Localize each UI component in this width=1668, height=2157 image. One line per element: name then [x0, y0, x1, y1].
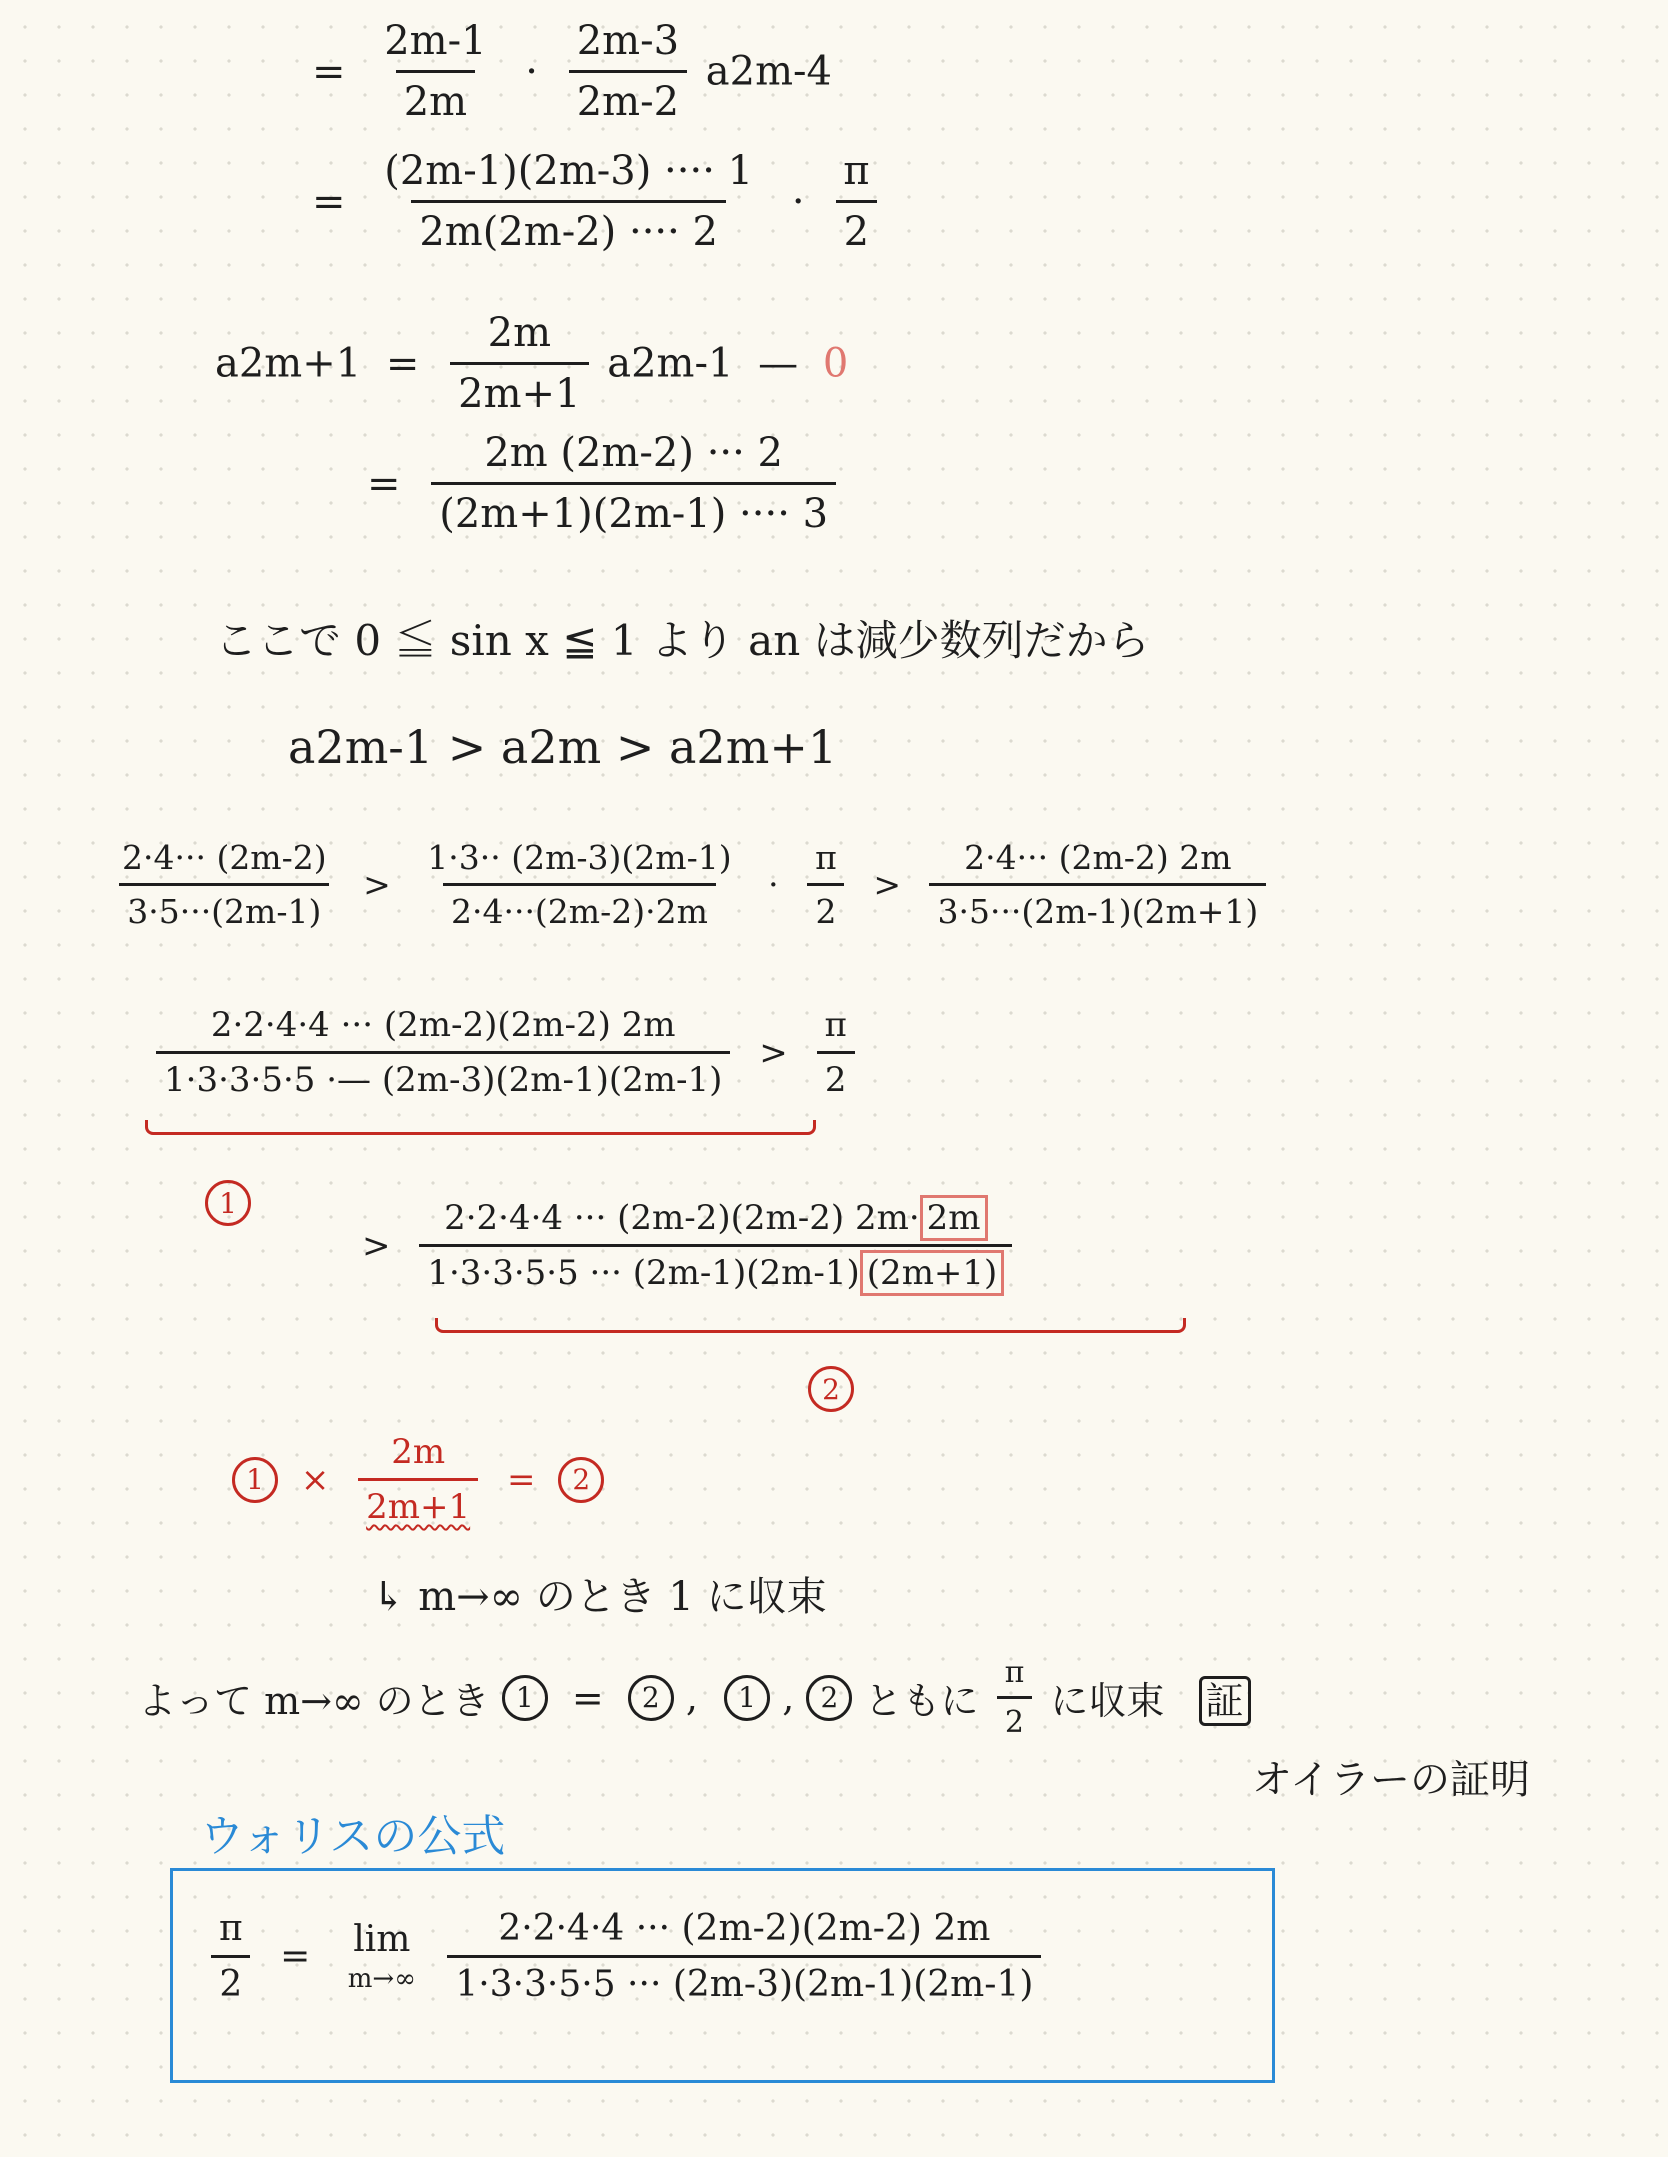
highlighted-factor: (2m+1) — [860, 1250, 1005, 1296]
fraction-pi-half — [817, 1005, 855, 1100]
conclusion-mid: ともに — [864, 1679, 979, 1723]
note-text: ↳ m→∞ のとき 1 に収束 — [372, 1574, 827, 1620]
line-11 — [372, 1565, 827, 1622]
denominator: 2m(2m-2) ···· 2 — [411, 200, 726, 255]
limit-operator — [348, 1919, 416, 1994]
numerator: π — [815, 838, 837, 877]
highlighted-factor: 2m — [920, 1195, 988, 1241]
denominator: 2m+1 — [358, 1478, 478, 1527]
numerator-main: 2·2·4·4 ··· (2m-2)(2m-2) 2m· — [444, 1198, 920, 1238]
denominator: 3·5···(2m-1) — [119, 883, 329, 931]
numerator: π — [1004, 1655, 1025, 1690]
separator: , — [782, 1675, 795, 1720]
line-3 — [215, 310, 848, 417]
brace-underline-1 — [145, 1120, 816, 1135]
line-4 — [355, 430, 842, 537]
fraction-product — [156, 1005, 730, 1100]
denominator: 2m-2 — [569, 70, 687, 125]
dot-operator: · — [768, 865, 779, 904]
equation-label: 0 — [822, 340, 849, 387]
denominator: 3·5···(2m-1)(2m+1) — [929, 883, 1266, 931]
circled-label: 2 — [558, 1457, 604, 1503]
fraction-product — [376, 148, 761, 255]
times-sign: × — [300, 1459, 330, 1500]
numerator — [436, 1198, 995, 1244]
denominator: 2·4···(2m-2)·2m — [443, 883, 716, 931]
fraction-a2m+1 — [929, 838, 1266, 931]
numerator: 2·2·4·4 ··· (2m-2)(2m-2) 2m — [210, 1005, 676, 1045]
line-7 — [108, 838, 1272, 931]
line-6 — [288, 720, 837, 774]
circled-label: 2 — [806, 1675, 852, 1721]
numerator: 2·4··· (2m-2) — [122, 838, 327, 877]
wallis-formula — [205, 1908, 1047, 2005]
equals-sign: = — [312, 48, 346, 95]
term: a2m-1 — [607, 340, 734, 387]
formula-title — [200, 1800, 505, 1864]
numerator: (2m-1)(2m-3) ···· 1 — [384, 148, 754, 194]
fraction-product — [419, 1198, 1012, 1293]
greater-than: > — [363, 865, 391, 904]
qed-mark: 証 — [1199, 1676, 1251, 1726]
denominator: 2 — [211, 1955, 250, 2005]
limit-word: lim — [353, 1919, 411, 1960]
denominator: 2 — [807, 883, 844, 931]
dash: — — [758, 340, 799, 387]
circled-label: 2 — [628, 1675, 674, 1721]
title-text: ウォリスの公式 — [200, 1811, 506, 1862]
statement-text: ここで 0 ≦ sin x ≦ 1 より an は減少数列だから — [215, 616, 1150, 665]
denominator: 2 — [817, 1051, 855, 1100]
brace-underline-2 — [435, 1318, 1186, 1333]
comma: , — [685, 1675, 698, 1720]
line-1 — [300, 18, 832, 125]
denominator: 2m — [396, 70, 475, 125]
fraction — [450, 310, 588, 417]
line-2 — [300, 148, 884, 255]
numerator: 2m (2m-2) ··· 2 — [484, 430, 783, 476]
equals-sign: = — [312, 178, 346, 225]
fraction-product — [447, 1908, 1041, 2005]
numerator: 2·4··· (2m-2) 2m — [964, 838, 1232, 877]
numerator: 2m — [391, 1432, 446, 1472]
greater-than: > — [362, 1225, 391, 1266]
fraction-ratio — [358, 1432, 478, 1527]
fraction-pi-half — [835, 148, 877, 255]
circled-label: 2 — [808, 1366, 854, 1412]
circled-label: 1 — [205, 1180, 251, 1226]
equals-sign: = — [385, 340, 420, 387]
note-text: オイラーの証明 — [1252, 1757, 1530, 1803]
conclusion-suffix: に収束 — [1050, 1679, 1165, 1723]
fraction-2 — [569, 18, 687, 125]
term: a2m-4 — [705, 48, 832, 95]
fraction-product — [431, 430, 836, 537]
numerator: 1·3·· (2m-3)(2m-1) — [427, 838, 732, 877]
numerator: π — [843, 148, 870, 194]
line-10 — [232, 1432, 604, 1527]
fraction-a2m-1 — [114, 838, 335, 931]
fraction-pi-half — [211, 1908, 251, 2005]
dot-operator: · — [791, 178, 805, 225]
inequality-text: a2m-1 > a2m > a2m+1 — [288, 720, 838, 774]
dot-operator: · — [525, 48, 539, 95]
side-note — [1252, 1748, 1530, 1805]
numerator: 2m-1 — [384, 18, 487, 64]
circled-label: 1 — [724, 1675, 770, 1721]
greater-than: > — [759, 1032, 788, 1073]
greater-than: > — [873, 865, 901, 904]
denominator: (2m+1)(2m-1) ···· 3 — [431, 482, 836, 537]
label-1 — [205, 1180, 251, 1226]
line-12 — [138, 1655, 1251, 1740]
denominator: 1·3·3·5·5 ··· (2m-3)(2m-1)(2m-1) — [447, 1955, 1041, 2005]
circled-label: 1 — [502, 1675, 548, 1721]
denominator: 1·3·3·5·5 ·— (2m-3)(2m-1)(2m-1) — [156, 1051, 730, 1100]
circled-label: 1 — [232, 1457, 278, 1503]
denominator — [419, 1244, 1012, 1293]
denominator: 2 — [997, 1696, 1032, 1740]
numerator: π — [824, 1005, 847, 1045]
fraction-a2m — [419, 838, 739, 931]
equals-sign: = — [280, 1936, 311, 1977]
numerator: 2·2·4·4 ··· (2m-2)(2m-2) 2m — [498, 1908, 991, 1949]
fraction-pi-half — [997, 1655, 1033, 1740]
label-2 — [808, 1366, 854, 1412]
limit-subscript: m→∞ — [347, 1964, 416, 1994]
conclusion-prefix: よって m→∞ のとき — [138, 1679, 490, 1723]
line-9 — [350, 1198, 1018, 1293]
denominator: 2m+1 — [450, 362, 588, 417]
line-5 — [215, 608, 1150, 668]
numerator: 2m — [487, 310, 552, 356]
numerator: 2m-3 — [576, 18, 680, 64]
denominator: 2 — [836, 200, 877, 255]
fraction-1 — [376, 18, 494, 125]
equals-sign: = — [571, 1675, 604, 1720]
denominator-main: 1·3·3·5·5 ··· (2m-1)(2m-1) — [427, 1253, 860, 1293]
numerator: π — [219, 1908, 243, 1949]
fraction-pi-half — [807, 838, 845, 931]
equals-sign: = — [367, 460, 401, 507]
equals-sign: = — [506, 1459, 536, 1500]
line-8 — [150, 1005, 861, 1100]
term-lhs: a2m+1 — [215, 340, 362, 387]
